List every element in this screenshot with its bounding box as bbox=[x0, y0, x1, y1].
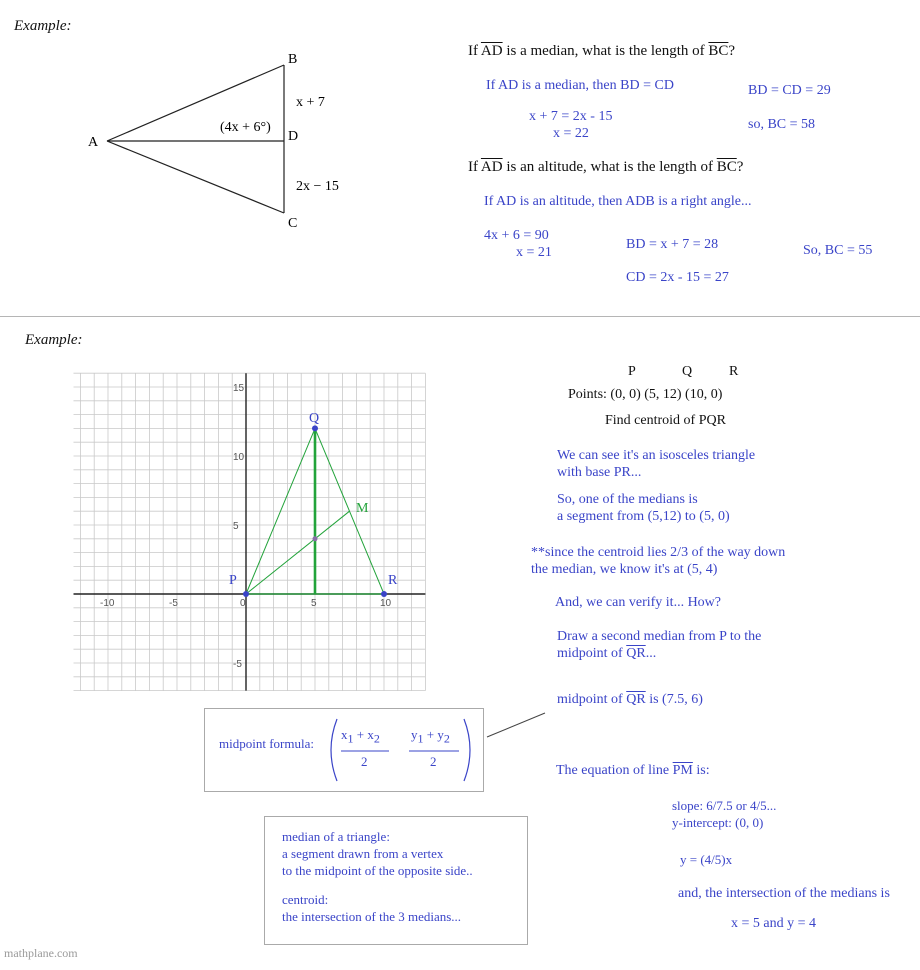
def-centroid-line: the intersection of the 3 medians... bbox=[282, 909, 462, 924]
angle-label: (4x + 6°) bbox=[220, 120, 271, 135]
point-q-label: Q bbox=[309, 411, 320, 426]
formula-plus-y: + y bbox=[423, 727, 444, 742]
q2-segment-bc: $\overline{BC}$ bbox=[716, 159, 737, 175]
midpoint-text-post: is (7.5, 6) bbox=[645, 692, 703, 707]
def-median-title: median of a triangle: bbox=[282, 829, 390, 844]
step5-segment-qr: $\overline{QR}$ bbox=[626, 646, 646, 661]
find-centroid: Find centroid of PQR bbox=[605, 413, 726, 428]
answer1-line1: If AD is a median, then BD = CD bbox=[486, 78, 674, 93]
vertex-d-label: D bbox=[288, 129, 299, 144]
header-q: Q bbox=[682, 364, 693, 379]
q2-text-post: ? bbox=[736, 159, 744, 175]
q2-text-pre: If bbox=[468, 159, 481, 175]
segment-dc-label: 2x − 15 bbox=[296, 179, 339, 194]
q1-segment-ad: $\overline{AD}$ bbox=[480, 43, 503, 59]
answer2-cd: CD = 2x - 15 = 27 bbox=[626, 270, 729, 285]
x-tick-label: 0 bbox=[240, 598, 246, 609]
x-tick-label: 5 bbox=[311, 598, 317, 609]
q2-text-mid: is an altitude, what is the length of bbox=[502, 159, 717, 175]
q1-text-pre: If bbox=[468, 43, 481, 59]
segment-bd-label: x + 7 bbox=[296, 95, 325, 110]
line-equation: y = (4/5)x bbox=[680, 852, 733, 867]
step1-line1: We can see it's an isosceles triangle bbox=[557, 448, 756, 463]
definitions-box bbox=[264, 816, 528, 945]
q1-segment-bc: $\overline{BC}$ bbox=[708, 43, 729, 59]
points-list: Points: (0, 0) (5, 12) (10, 0) bbox=[568, 387, 723, 402]
footer-watermark: mathplane.com bbox=[4, 946, 78, 960]
answer1-solution: x = 22 bbox=[553, 126, 589, 141]
answer1-bd-cd: BD = CD = 29 bbox=[748, 83, 831, 98]
vertex-b-label: B bbox=[288, 52, 298, 67]
point-r-label: R bbox=[388, 573, 398, 588]
step5-text-post: ... bbox=[645, 646, 657, 661]
x-tick-label: -5 bbox=[169, 598, 178, 609]
answer2-equation: 4x + 6 = 90 bbox=[484, 228, 549, 243]
step3-line1: **since the centroid lies 2/3 of the way down bbox=[531, 545, 786, 560]
y-tick-label: -5 bbox=[233, 659, 242, 670]
x-tick-label: -10 bbox=[100, 598, 115, 609]
formula-plus-x: + x bbox=[353, 727, 374, 742]
step5-text-pre: midpoint of bbox=[557, 646, 627, 661]
header-p: P bbox=[628, 364, 636, 379]
midpoint-text-pre: midpoint of bbox=[557, 692, 627, 707]
formula-x-numerator bbox=[341, 727, 380, 747]
step5-line1: Draw a second median from P to the bbox=[557, 629, 762, 644]
q1-text-post: ? bbox=[728, 43, 736, 59]
step1-line2: with base PR... bbox=[557, 465, 642, 480]
formula-y2-sub: 2 bbox=[443, 731, 450, 746]
formula-label: midpoint formula: bbox=[219, 736, 314, 751]
equation-text-pre: The equation of line bbox=[556, 763, 673, 778]
formula-x1-sub: 1 bbox=[347, 731, 354, 746]
midpoint-formula-box bbox=[204, 708, 484, 792]
vertex-c-label: C bbox=[288, 216, 298, 231]
answer1-bc: so, BC = 58 bbox=[748, 117, 816, 132]
step3-line2: the median, we know it's at (5, 4) bbox=[531, 562, 718, 577]
step2-line2: a segment from (5,12) to (5, 0) bbox=[557, 509, 730, 524]
intersection-result: x = 5 and y = 4 bbox=[731, 916, 817, 931]
formula-x2-sub: 2 bbox=[373, 731, 380, 746]
formula-y1-sub: 1 bbox=[417, 731, 424, 746]
x-tick-label: 10 bbox=[380, 598, 392, 609]
y-intercept: y-intercept: (0, 0) bbox=[672, 815, 764, 830]
def-median-line1: a segment drawn from a vertex bbox=[282, 846, 444, 861]
answer2-solution: x = 21 bbox=[516, 245, 552, 260]
step4: And, we can verify it... How? bbox=[555, 595, 722, 610]
y-tick-label: 15 bbox=[233, 383, 245, 394]
formula-x1: x bbox=[341, 727, 348, 742]
point-p-label: P bbox=[229, 573, 237, 588]
formula-x-denominator: 2 bbox=[361, 754, 368, 769]
vertex-a-label: A bbox=[88, 135, 99, 150]
q2-segment-ad: $\overline{AD}$ bbox=[480, 159, 503, 175]
equation-segment-pm: $\overline{PM}$ bbox=[672, 763, 693, 778]
header-r: R bbox=[729, 364, 739, 379]
y-tick-label: 10 bbox=[233, 452, 245, 463]
example2-heading: Example: bbox=[25, 332, 83, 348]
answer2-line1: If AD is an altitude, then ADB is a right angle... bbox=[484, 194, 752, 209]
y-tick-label: 5 bbox=[233, 521, 239, 532]
point-m-label: M bbox=[356, 501, 369, 516]
midpoint-segment-qr: $\overline{QR}$ bbox=[626, 692, 646, 707]
def-centroid-title: centroid: bbox=[282, 892, 329, 907]
example1-heading: Example: bbox=[14, 18, 72, 34]
formula-y1: y bbox=[411, 727, 418, 742]
intersection-text: and, the intersection of the medians is bbox=[678, 886, 890, 901]
slope: slope: 6/7.5 or 4/5... bbox=[672, 798, 777, 813]
q1-text-mid: is a median, what is the length of bbox=[502, 43, 709, 59]
formula-y-denominator: 2 bbox=[430, 754, 437, 769]
step2-line1: So, one of the medians is bbox=[557, 492, 698, 507]
answer1-equation: x + 7 = 2x - 15 bbox=[529, 109, 613, 124]
formula-y-numerator bbox=[411, 727, 450, 747]
formula-parentheses bbox=[323, 715, 478, 785]
answer2-bd: BD = x + 7 = 28 bbox=[626, 237, 719, 252]
def-median-line2: to the midpoint of the opposite side.. bbox=[282, 863, 473, 878]
equation-text-post: is: bbox=[692, 763, 710, 778]
answer2-bc: So, BC = 55 bbox=[803, 243, 873, 258]
